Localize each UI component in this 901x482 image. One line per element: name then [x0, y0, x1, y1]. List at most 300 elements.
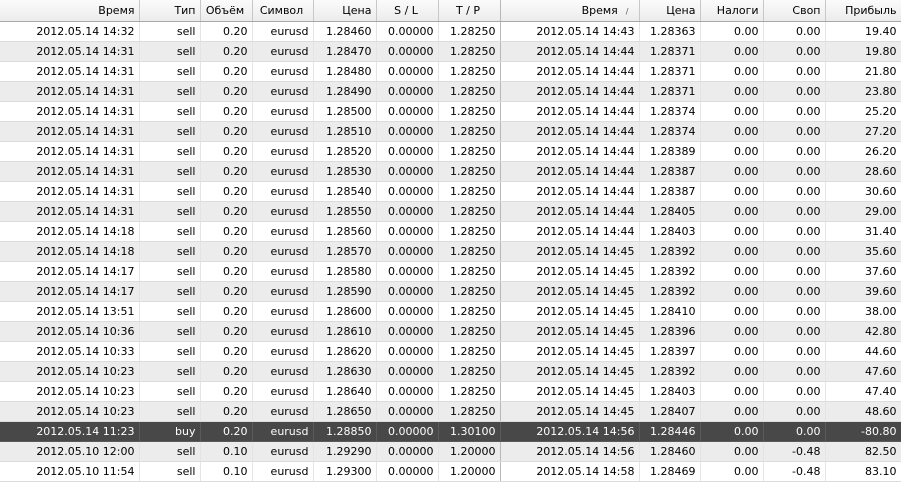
cell-symbol: eurusd [252, 21, 313, 41]
cell-open-price: 1.28510 [313, 121, 376, 141]
cell-profit: 42.80 [825, 321, 901, 341]
cell-open-time: 2012.05.10 11:54 [0, 461, 139, 481]
cell-open-time: 2012.05.14 10:36 [0, 321, 139, 341]
table-row[interactable] [0, 341, 901, 361]
cell-tp: 1.30100 [438, 421, 500, 441]
cell-type: sell [139, 181, 200, 201]
table-row[interactable] [0, 201, 901, 221]
cell-open-price: 1.28460 [313, 21, 376, 41]
cell-close-price: 1.28397 [639, 341, 700, 361]
table-row[interactable] [0, 241, 901, 261]
cell-open-price: 1.28850 [313, 421, 376, 441]
cell-close-time: 2012.05.14 14:44 [500, 81, 639, 101]
cell-type: sell [139, 41, 200, 61]
cell-swap: 0.00 [763, 201, 825, 221]
cell-close-price: 1.28387 [639, 161, 700, 181]
cell-profit: 44.60 [825, 341, 901, 361]
column-header-taxes[interactable]: Налоги [700, 0, 763, 21]
cell-close-time: 2012.05.14 14:44 [500, 181, 639, 201]
cell-symbol: eurusd [252, 41, 313, 61]
cell-type: sell [139, 401, 200, 421]
cell-volume: 0.20 [200, 141, 252, 161]
cell-close-price: 1.28392 [639, 361, 700, 381]
cell-open-price: 1.28530 [313, 161, 376, 181]
cell-close-price: 1.28371 [639, 41, 700, 61]
column-header-open-price[interactable]: Цена [313, 0, 376, 21]
cell-open-price: 1.28620 [313, 341, 376, 361]
cell-close-time: 2012.05.14 14:45 [500, 261, 639, 281]
table-row[interactable] [0, 461, 901, 481]
cell-open-price: 1.29290 [313, 441, 376, 461]
cell-taxes: 0.00 [700, 41, 763, 61]
cell-swap: 0.00 [763, 261, 825, 281]
cell-tp: 1.28250 [438, 241, 500, 261]
cell-type: buy [139, 421, 200, 441]
cell-swap: 0.00 [763, 101, 825, 121]
cell-taxes: 0.00 [700, 321, 763, 341]
cell-swap: 0.00 [763, 341, 825, 361]
cell-symbol: eurusd [252, 141, 313, 161]
cell-profit: 27.20 [825, 121, 901, 141]
cell-volume: 0.20 [200, 261, 252, 281]
cell-taxes: 0.00 [700, 361, 763, 381]
cell-taxes: 0.00 [700, 201, 763, 221]
cell-sl: 0.00000 [376, 421, 438, 441]
cell-close-price: 1.28405 [639, 201, 700, 221]
cell-sl: 0.00000 [376, 461, 438, 481]
cell-profit: 83.10 [825, 461, 901, 481]
column-header-close-price[interactable]: Цена [639, 0, 700, 21]
cell-profit: 38.00 [825, 301, 901, 321]
cell-type: sell [139, 21, 200, 41]
cell-taxes: 0.00 [700, 61, 763, 81]
cell-open-price: 1.29300 [313, 461, 376, 481]
cell-close-price: 1.28387 [639, 181, 700, 201]
cell-close-time: 2012.05.14 14:45 [500, 361, 639, 381]
cell-volume: 0.10 [200, 441, 252, 461]
cell-open-price: 1.28490 [313, 81, 376, 101]
cell-profit: -80.80 [825, 421, 901, 441]
sort-indicator-icon: / [625, 6, 629, 16]
cell-tp: 1.28250 [438, 101, 500, 121]
cell-close-price: 1.28403 [639, 221, 700, 241]
cell-type: sell [139, 461, 200, 481]
cell-open-price: 1.28610 [313, 321, 376, 341]
table-row[interactable] [0, 261, 901, 281]
cell-symbol: eurusd [252, 321, 313, 341]
column-header-type[interactable]: Тип [139, 0, 200, 21]
cell-swap: 0.00 [763, 61, 825, 81]
cell-tp: 1.28250 [438, 21, 500, 41]
cell-open-price: 1.28640 [313, 381, 376, 401]
cell-type: sell [139, 121, 200, 141]
cell-close-time: 2012.05.14 14:44 [500, 141, 639, 161]
cell-open-price: 1.28570 [313, 241, 376, 261]
cell-close-price: 1.28371 [639, 81, 700, 101]
cell-profit: 26.20 [825, 141, 901, 161]
cell-profit: 30.60 [825, 181, 901, 201]
cell-close-price: 1.28403 [639, 381, 700, 401]
cell-open-time: 2012.05.14 14:18 [0, 241, 139, 261]
cell-open-time: 2012.05.14 14:31 [0, 121, 139, 141]
table-row[interactable] [0, 321, 901, 341]
cell-open-price: 1.28520 [313, 141, 376, 161]
table-row[interactable] [0, 141, 901, 161]
cell-symbol: eurusd [252, 441, 313, 461]
cell-swap: 0.00 [763, 21, 825, 41]
table-row[interactable] [0, 101, 901, 121]
cell-volume: 0.20 [200, 241, 252, 261]
cell-type: sell [139, 321, 200, 341]
cell-profit: 39.60 [825, 281, 901, 301]
cell-sl: 0.00000 [376, 241, 438, 261]
cell-swap: 0.00 [763, 141, 825, 161]
cell-type: sell [139, 221, 200, 241]
cell-profit: 25.20 [825, 101, 901, 121]
cell-close-time: 2012.05.14 14:45 [500, 381, 639, 401]
cell-volume: 0.20 [200, 161, 252, 181]
cell-sl: 0.00000 [376, 401, 438, 421]
cell-swap: 0.00 [763, 41, 825, 61]
cell-open-time: 2012.05.14 14:31 [0, 141, 139, 161]
table-row[interactable] [0, 421, 901, 441]
cell-open-price: 1.28590 [313, 281, 376, 301]
cell-type: sell [139, 261, 200, 281]
table-row[interactable] [0, 441, 901, 461]
cell-close-price: 1.28460 [639, 441, 700, 461]
cell-volume: 0.20 [200, 21, 252, 41]
cell-tp: 1.28250 [438, 81, 500, 101]
cell-open-time: 2012.05.14 10:23 [0, 401, 139, 421]
cell-volume: 0.20 [200, 341, 252, 361]
cell-volume: 0.20 [200, 401, 252, 421]
cell-swap: 0.00 [763, 281, 825, 301]
cell-volume: 0.20 [200, 101, 252, 121]
cell-taxes: 0.00 [700, 301, 763, 321]
cell-type: sell [139, 101, 200, 121]
cell-swap: 0.00 [763, 321, 825, 341]
cell-tp: 1.28250 [438, 141, 500, 161]
cell-open-price: 1.28550 [313, 201, 376, 221]
cell-taxes: 0.00 [700, 141, 763, 161]
cell-taxes: 0.00 [700, 421, 763, 441]
cell-close-price: 1.28469 [639, 461, 700, 481]
cell-close-price: 1.28371 [639, 61, 700, 81]
column-header-sl[interactable]: S / L [376, 0, 438, 21]
cell-type: sell [139, 361, 200, 381]
cell-taxes: 0.00 [700, 221, 763, 241]
cell-sl: 0.00000 [376, 161, 438, 181]
cell-type: sell [139, 241, 200, 261]
cell-volume: 0.20 [200, 301, 252, 321]
table-row[interactable] [0, 401, 901, 421]
cell-open-price: 1.28600 [313, 301, 376, 321]
cell-tp: 1.28250 [438, 261, 500, 281]
cell-tp: 1.28250 [438, 381, 500, 401]
cell-tp: 1.28250 [438, 281, 500, 301]
cell-taxes: 0.00 [700, 401, 763, 421]
cell-close-time: 2012.05.14 14:45 [500, 321, 639, 341]
cell-tp: 1.28250 [438, 201, 500, 221]
cell-type: sell [139, 201, 200, 221]
cell-sl: 0.00000 [376, 441, 438, 461]
cell-volume: 0.20 [200, 421, 252, 441]
cell-sl: 0.00000 [376, 301, 438, 321]
cell-symbol: eurusd [252, 361, 313, 381]
cell-close-price: 1.28374 [639, 101, 700, 121]
column-header-close-time[interactable] [500, 0, 639, 21]
column-header-open-time[interactable]: Время [0, 0, 139, 21]
cell-sl: 0.00000 [376, 101, 438, 121]
cell-close-time: 2012.05.14 14:44 [500, 101, 639, 121]
cell-taxes: 0.00 [700, 121, 763, 141]
cell-open-time: 2012.05.14 14:17 [0, 261, 139, 281]
table-row[interactable] [0, 161, 901, 181]
cell-sl: 0.00000 [376, 321, 438, 341]
cell-volume: 0.20 [200, 121, 252, 141]
cell-swap: 0.00 [763, 241, 825, 261]
cell-sl: 0.00000 [376, 141, 438, 161]
cell-symbol: eurusd [252, 281, 313, 301]
cell-swap: 0.00 [763, 381, 825, 401]
cell-volume: 0.20 [200, 201, 252, 221]
cell-swap: 0.00 [763, 121, 825, 141]
cell-close-time: 2012.05.14 14:45 [500, 341, 639, 361]
cell-close-time: 2012.05.14 14:58 [500, 461, 639, 481]
cell-tp: 1.28250 [438, 181, 500, 201]
table-row[interactable] [0, 381, 901, 401]
table-row[interactable] [0, 21, 901, 41]
cell-open-price: 1.28540 [313, 181, 376, 201]
cell-close-price: 1.28392 [639, 241, 700, 261]
cell-profit: 47.60 [825, 361, 901, 381]
cell-profit: 31.40 [825, 221, 901, 241]
cell-swap: 0.00 [763, 301, 825, 321]
cell-volume: 0.20 [200, 321, 252, 341]
cell-close-price: 1.28363 [639, 21, 700, 41]
cell-type: sell [139, 381, 200, 401]
table-row[interactable] [0, 301, 901, 321]
cell-close-time: 2012.05.14 14:45 [500, 301, 639, 321]
cell-sl: 0.00000 [376, 81, 438, 101]
cell-sl: 0.00000 [376, 221, 438, 241]
cell-open-price: 1.28560 [313, 221, 376, 241]
cell-tp: 1.28250 [438, 41, 500, 61]
cell-profit: 48.60 [825, 401, 901, 421]
cell-symbol: eurusd [252, 461, 313, 481]
column-header-volume[interactable]: Объём [200, 0, 252, 21]
cell-close-time: 2012.05.14 14:44 [500, 121, 639, 141]
cell-tp: 1.28250 [438, 121, 500, 141]
cell-taxes: 0.00 [700, 341, 763, 361]
cell-close-price: 1.28374 [639, 121, 700, 141]
cell-type: sell [139, 341, 200, 361]
cell-close-time: 2012.05.14 14:44 [500, 41, 639, 61]
cell-symbol: eurusd [252, 381, 313, 401]
cell-close-time: 2012.05.14 14:44 [500, 201, 639, 221]
cell-tp: 1.28250 [438, 301, 500, 321]
cell-taxes: 0.00 [700, 441, 763, 461]
cell-profit: 23.80 [825, 81, 901, 101]
cell-close-price: 1.28389 [639, 141, 700, 161]
cell-symbol: eurusd [252, 101, 313, 121]
column-header-label: Время [581, 3, 618, 17]
cell-volume: 0.20 [200, 361, 252, 381]
cell-profit: 82.50 [825, 441, 901, 461]
table-body [0, 21, 901, 481]
cell-open-price: 1.28650 [313, 401, 376, 421]
cell-close-time: 2012.05.14 14:44 [500, 161, 639, 181]
cell-volume: 0.20 [200, 81, 252, 101]
cell-open-time: 2012.05.14 10:23 [0, 361, 139, 381]
cell-tp: 1.28250 [438, 221, 500, 241]
cell-symbol: eurusd [252, 421, 313, 441]
cell-open-time: 2012.05.14 14:32 [0, 21, 139, 41]
table-row[interactable] [0, 61, 901, 81]
cell-taxes: 0.00 [700, 101, 763, 121]
cell-open-price: 1.28480 [313, 61, 376, 81]
cell-sl: 0.00000 [376, 121, 438, 141]
table-row[interactable] [0, 81, 901, 101]
cell-open-time: 2012.05.14 13:51 [0, 301, 139, 321]
table-row[interactable] [0, 221, 901, 241]
cell-open-time: 2012.05.14 14:31 [0, 201, 139, 221]
cell-symbol: eurusd [252, 301, 313, 321]
cell-taxes: 0.00 [700, 261, 763, 281]
cell-profit: 37.60 [825, 261, 901, 281]
cell-volume: 0.20 [200, 281, 252, 301]
cell-profit: 47.40 [825, 381, 901, 401]
cell-sl: 0.00000 [376, 181, 438, 201]
cell-symbol: eurusd [252, 181, 313, 201]
cell-symbol: eurusd [252, 121, 313, 141]
cell-type: sell [139, 81, 200, 101]
cell-profit: 28.60 [825, 161, 901, 181]
table-row[interactable] [0, 361, 901, 381]
cell-volume: 0.20 [200, 221, 252, 241]
cell-close-time: 2012.05.14 14:45 [500, 401, 639, 421]
cell-open-time: 2012.05.14 14:31 [0, 81, 139, 101]
cell-open-price: 1.28580 [313, 261, 376, 281]
cell-close-time: 2012.05.14 14:44 [500, 221, 639, 241]
cell-symbol: eurusd [252, 261, 313, 281]
cell-symbol: eurusd [252, 61, 313, 81]
cell-type: sell [139, 441, 200, 461]
cell-profit: 35.60 [825, 241, 901, 261]
table-header [0, 0, 901, 21]
cell-swap: -0.48 [763, 441, 825, 461]
cell-sl: 0.00000 [376, 281, 438, 301]
cell-swap: 0.00 [763, 181, 825, 201]
cell-open-price: 1.28500 [313, 101, 376, 121]
cell-profit: 19.40 [825, 21, 901, 41]
cell-open-time: 2012.05.14 14:31 [0, 101, 139, 121]
cell-open-time: 2012.05.10 12:00 [0, 441, 139, 461]
cell-taxes: 0.00 [700, 381, 763, 401]
cell-profit: 29.00 [825, 201, 901, 221]
cell-sl: 0.00000 [376, 41, 438, 61]
cell-sl: 0.00000 [376, 341, 438, 361]
cell-volume: 0.20 [200, 61, 252, 81]
cell-type: sell [139, 141, 200, 161]
cell-volume: 0.20 [200, 381, 252, 401]
cell-sl: 0.00000 [376, 381, 438, 401]
cell-profit: 19.80 [825, 41, 901, 61]
cell-open-time: 2012.05.14 14:31 [0, 61, 139, 81]
cell-taxes: 0.00 [700, 81, 763, 101]
cell-type: sell [139, 161, 200, 181]
column-header-profit[interactable]: Прибыль [825, 0, 901, 21]
cell-close-time: 2012.05.14 14:43 [500, 21, 639, 41]
cell-close-time: 2012.05.14 14:56 [500, 441, 639, 461]
cell-swap: 0.00 [763, 401, 825, 421]
cell-swap: 0.00 [763, 81, 825, 101]
cell-symbol: eurusd [252, 221, 313, 241]
cell-open-price: 1.28470 [313, 41, 376, 61]
cell-volume: 0.20 [200, 181, 252, 201]
cell-symbol: eurusd [252, 241, 313, 261]
cell-type: sell [139, 61, 200, 81]
cell-open-time: 2012.05.14 14:17 [0, 281, 139, 301]
cell-tp: 1.28250 [438, 161, 500, 181]
cell-close-time: 2012.05.14 14:44 [500, 61, 639, 81]
cell-taxes: 0.00 [700, 21, 763, 41]
column-header-symbol[interactable]: Символ [252, 0, 313, 21]
cell-symbol: eurusd [252, 401, 313, 421]
cell-sl: 0.00000 [376, 201, 438, 221]
cell-symbol: eurusd [252, 161, 313, 181]
column-header-tp[interactable]: T / P [438, 0, 500, 21]
column-header-swap[interactable]: Своп [763, 0, 825, 21]
cell-close-time: 2012.05.14 14:56 [500, 421, 639, 441]
cell-tp: 1.28250 [438, 321, 500, 341]
cell-symbol: eurusd [252, 201, 313, 221]
cell-open-time: 2012.05.14 14:31 [0, 181, 139, 201]
cell-sl: 0.00000 [376, 21, 438, 41]
cell-open-time: 2012.05.14 10:33 [0, 341, 139, 361]
cell-tp: 1.20000 [438, 441, 500, 461]
cell-tp: 1.28250 [438, 361, 500, 381]
cell-tp: 1.28250 [438, 341, 500, 361]
cell-profit: 21.80 [825, 61, 901, 81]
cell-type: sell [139, 301, 200, 321]
table-row[interactable] [0, 281, 901, 301]
cell-close-price: 1.28410 [639, 301, 700, 321]
cell-tp: 1.28250 [438, 61, 500, 81]
cell-sl: 0.00000 [376, 261, 438, 281]
cell-taxes: 0.00 [700, 161, 763, 181]
table-row[interactable] [0, 121, 901, 141]
cell-type: sell [139, 281, 200, 301]
cell-swap: 0.00 [763, 221, 825, 241]
cell-swap: 0.00 [763, 361, 825, 381]
cell-tp: 1.20000 [438, 461, 500, 481]
cell-open-time: 2012.05.14 10:23 [0, 381, 139, 401]
table-row[interactable] [0, 181, 901, 201]
cell-close-price: 1.28392 [639, 261, 700, 281]
cell-volume: 0.10 [200, 461, 252, 481]
cell-close-time: 2012.05.14 14:45 [500, 241, 639, 261]
cell-tp: 1.28250 [438, 401, 500, 421]
cell-swap: 0.00 [763, 421, 825, 441]
cell-close-price: 1.28392 [639, 281, 700, 301]
table-row[interactable] [0, 41, 901, 61]
cell-close-price: 1.28446 [639, 421, 700, 441]
cell-swap: 0.00 [763, 161, 825, 181]
cell-sl: 0.00000 [376, 61, 438, 81]
cell-open-time: 2012.05.14 14:31 [0, 161, 139, 181]
cell-close-time: 2012.05.14 14:45 [500, 281, 639, 301]
